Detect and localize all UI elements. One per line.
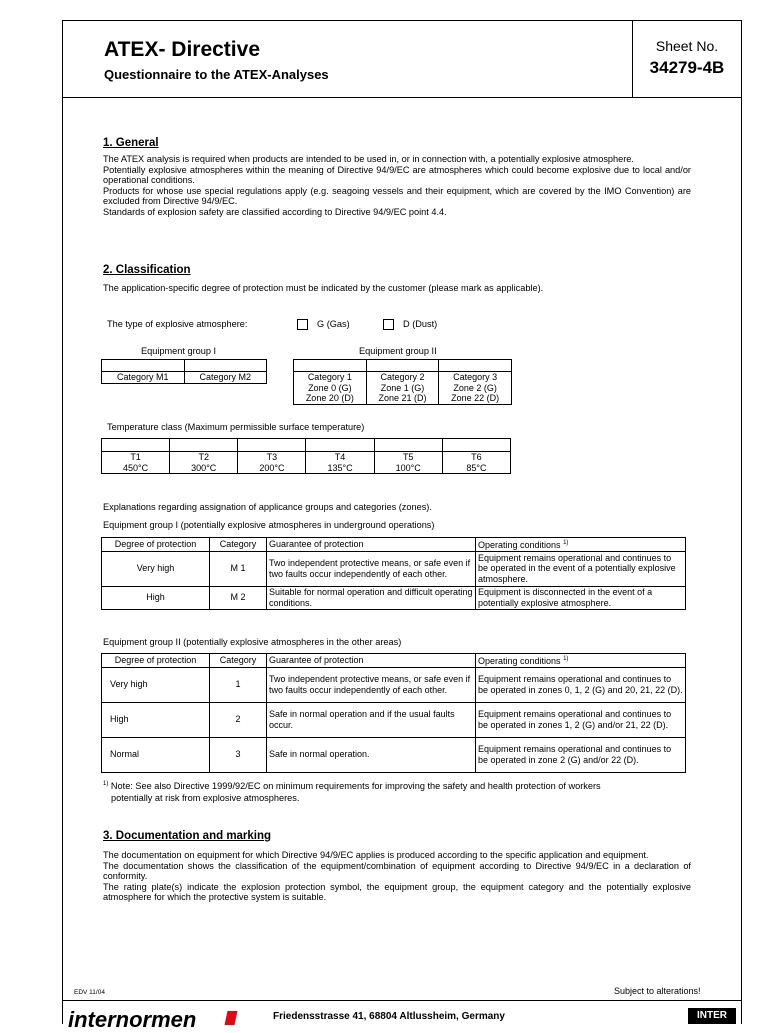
group2-cat1-checkcell[interactable] [294,360,367,372]
col-operating-header: Operating conditions $^{1)}$ [476,654,686,668]
table-row-operating: Equipment remains operational and continues to be operated in zones 1, 2 (G) and/or 21, 22 (D). [476,702,686,737]
group1-m2-checkcell[interactable] [184,360,267,372]
table-row-category: 2 [210,702,267,737]
table-row-category: 1 [210,667,267,702]
group1-caption: Equipment group I (potentially explosive atmospheres in underground operations) [103,520,435,530]
col-category-header: Category [210,654,267,668]
general-text [103,154,691,217]
group1-category-m1: Category M1 [102,372,185,384]
documentation-heading: 3. Documentation and marking [103,830,272,842]
col-guarantee-header: Guarantee of protection [267,654,476,668]
classification-heading: 2. Classification [103,264,191,276]
temp-t4-checkcell[interactable] [306,439,374,452]
footnote: $^{1)}$ Note: See also Directive 1999/92/EC on minimum requirements for improving the safety and health protection of workers [103,781,601,792]
group2-category-3: Category 3 Zone 2 (G) Zone 22 (D) [439,372,512,405]
table-row-guarantee: Safe in normal operation. [267,737,476,772]
col-guarantee-header: Guarantee of protection [267,538,476,552]
group2-category-1: Category 1 Zone 0 (G) Zone 20 (D) [294,372,367,405]
group1-category-table [101,359,267,384]
group2-explanation-table [101,653,686,773]
group1-m1-checkcell[interactable] [102,360,185,372]
group1-category-m2: Category M2 [184,372,267,384]
sheet-label: Sheet No. [655,38,719,54]
temp-t5-checkcell[interactable] [374,439,442,452]
general-paragraph-3: Products for whose use special regulations apply (e.g. seagoing vessels and their equipment, which are covered by the IMO Convention) are excluded from Directive 94/9/EC. [103,185,691,206]
group2-title: Equipment group II [359,346,437,356]
group2-cat3-checkcell[interactable] [439,360,512,372]
temp-t2-checkcell[interactable] [170,439,238,452]
table-row-guarantee: Two independent protective means, or safe even if two faults occur independently of each other. [267,667,476,702]
general-heading: 1. General [103,137,159,149]
general-paragraph-4: Standards of explosion safety are classified according to Directive 94/9/EC point 4.4. [103,206,447,217]
footer-rule [62,1000,742,1001]
documentation-paragraph-2: The documentation shows the classification of the equipment/combination of equipment according to Directive 94/9/EC in a declaration of conformity. [103,860,691,881]
col-category-header: Category [210,538,267,552]
temp-t3-checkcell[interactable] [238,439,306,452]
table-row-degree: High [102,702,210,737]
table-row-operating: Equipment remains operational and continues to be operated in zones 0, 1, 2 (G) and 20, 21, 22 (D). [476,667,686,702]
table-row-operating: Equipment is disconnected in the event of a potentially explosive atmosphere. [476,586,686,609]
temperature-class-table [101,438,511,474]
table-row-category: M 1 [210,551,267,586]
footnote-continued: potentially at risk from explosive atmospheres. [111,793,300,803]
group2-category-2: Category 2 Zone 1 (G) Zone 21 (D) [366,372,439,405]
temp-class-t6: T6 85°C [442,452,510,474]
group2-cat2-checkcell[interactable] [366,360,439,372]
table-row-operating: Equipment remains operational and continues to be operated in zone 2 (G) and/or 22 (D). [476,737,686,772]
group2-caption: Equipment group II (potentially explosive atmospheres in the other areas) [103,637,402,647]
table-row-degree: Normal [102,737,210,772]
table-row-degree: Very high [102,551,210,586]
table-row-degree: Very high [102,667,210,702]
table-row-guarantee: Suitable for normal operation and difficult operating conditions. [267,586,476,609]
company-address: Friedensstrasse 41, 68804 Altlussheim, Germany [273,1011,505,1022]
documentation-paragraph-3: The rating plate(s) indicate the explosion protection symbol, the equipment group, the equipment category and the potentially explosive atmosphere for which the protective system is suitable. [103,881,691,902]
atmosphere-label: The type of explosive atmosphere: [107,319,248,329]
inter-badge: INTER [688,1008,736,1024]
col-operating-header: Operating conditions $^{1)}$ [476,538,686,552]
explanations-intro: Explanations regarding assignation of applicance groups and categories (zones). [103,502,432,512]
col-degree-header: Degree of protection [102,654,210,668]
temp-class-t5: T5 100°C [374,452,442,474]
group1-explanation-table [101,537,686,610]
header-divider [62,97,742,98]
table-row-operating: Equipment remains operational and continues to be operated in the event of a potentially explosive atmosphere. [476,551,686,586]
subject-to-alterations: Subject to alterations! [614,986,701,996]
table-row-guarantee: Safe in normal operation and if the usual faults occur. [267,702,476,737]
table-row-degree: High [102,586,210,609]
temp-class-t4: T4 135°C [306,452,374,474]
temperature-class-title: Temperature class (Maximum permissible surface temperature) [107,422,365,432]
documentation-text [103,850,691,903]
sheet-number: 34279-4B [649,58,725,77]
table-row-category: M 2 [210,586,267,609]
edv-code: EDV 11/04 [74,989,105,996]
col-degree-header: Degree of protection [102,538,210,552]
temp-class-t1: T1 450°C [102,452,170,474]
general-paragraph-1: The ATEX analysis is required when products are intended to be used in, or in connection with, a potentially explosive atmosphere. [103,154,634,164]
gas-label: G (Gas) [317,319,350,329]
documentation-paragraph-1: The documentation on equipment for which Directive 94/9/EC applies is produced according to the specific application and equipment. [103,850,649,860]
gas-checkbox[interactable] [297,319,308,330]
dust-label: D (Dust) [403,319,438,329]
classification-intro: The application-specific degree of protection must be indicated by the customer (please mark as applicable). [103,283,544,293]
temp-t1-checkcell[interactable] [102,439,170,452]
internormen-logo: internormen [68,1007,197,1032]
group1-title: Equipment group I [141,346,217,356]
table-row-category: 3 [210,737,267,772]
document-title: ATEX- Directive [104,38,260,61]
document-subtitle: Questionnaire to the ATEX-Analyses [104,67,329,82]
general-paragraph-2: Potentially explosive atmospheres within the meaning of Directive 94/9/EC are atmospheres which could become explosive due to local and/or operational conditions. [103,164,691,185]
table-row-guarantee: Two independent protective means, or safe even if two faults occur independently of each other. [267,551,476,586]
temp-class-t3: T3 200°C [238,452,306,474]
temp-class-t2: T2 300°C [170,452,238,474]
dust-checkbox[interactable] [383,319,394,330]
group2-category-table [293,359,512,405]
temp-t6-checkcell[interactable] [442,439,510,452]
